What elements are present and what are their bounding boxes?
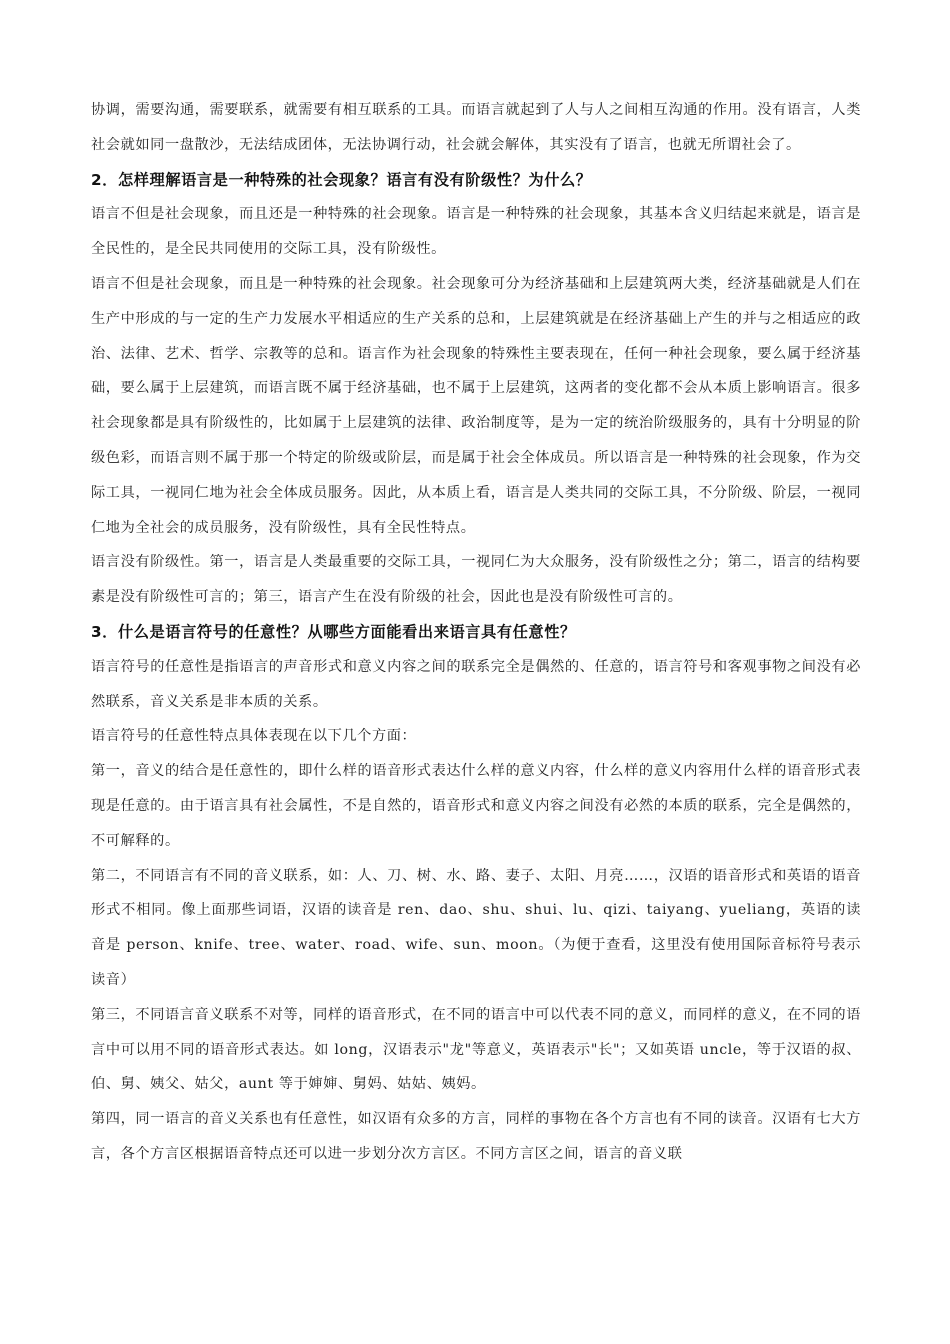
paragraph: 语言不但是社会现象，而且还是一种特殊的社会现象。语言是一种特殊的社会现象，其基本含义归结起来就是，语言是全民性的，是全民共同使用的交际工具，没有阶级性。 bbox=[91, 206, 861, 258]
paragraph: 协调，需要沟通，需要联系，就需要有相互联系的工具。而语言就起到了人与人之间相互沟通的作用。没有语言，人类社会就如同一盘散沙，无法结成团体，无法协调行动，社会就会解体，其实没有了语言，也就无所谓社会了。 bbox=[91, 102, 861, 153]
paragraph: 第一，音义的结合是任意性的，即什么样的语音形式表达什么样的意义内容，什么样的意义内容用什么样的语音形式表现是任意的。由于语言具有社会属性，不是自然的，语音形式和意义内容之间没有必然的本质的联系，完全是偶然的，不可解释的。 bbox=[91, 763, 861, 849]
question-heading: 2．怎样理解语言是一种特殊的社会现象？语言有没有阶级性？为什么？ bbox=[91, 170, 592, 189]
paragraph: 第四，同一语言的音义关系也有任意性，如汉语有众多的方言，同样的事物在各个方言也有不同的读音。汉语有七大方言，各个方言区根据语音特点还可以进一步划分次方言区。不同方言区之间，语言的音义联 bbox=[91, 1111, 861, 1162]
paragraph: 语言符号的任意性是指语言的声音形式和意义内容之间的联系完全是偶然的、任意的，语言符号和客观事物之间没有必然联系，音义关系是非本质的关系。 bbox=[91, 658, 861, 710]
paragraph: 语言没有阶级性。第一，语言是人类最重要的交际工具，一视同仁为大众服务，没有阶级性之分；第二，语言的结构要素是没有阶级性可言的；第三，语言产生在没有阶级的社会，因此也是没有阶级性可言的。 bbox=[91, 554, 861, 606]
paragraph: 第三，不同语言音义联系不对等，同样的语音形式，在不同的语言中可以代表不同的意义，而同样的意义，在不同的语言中可以用不同的语音形式表达。如 long，汉语表示"龙"等意义，英语表示"长"；又如英语 uncle，等于汉语的叔、伯、舅、姨父、姑父，aunt 等于婶婶、舅妈、姑姑、姨妈。 bbox=[91, 1006, 861, 1093]
paragraph: 语言不但是社会现象，而且是一种特殊的社会现象。社会现象可分为经济基础和上层建筑两大类，经济基础就是人们在生产中形成的与一定的生产力发展水平相适应的生产关系的总和，上层建筑就是在经济基础上产生的并与之相适应的政治、法律、艺术、哲学、宗教等的总和。语言作为社会现象的特殊性主要表现在，任何一种社会现象，要么属于经济基础，要么属于上层建筑，而语言既不属于经济基础，也不属于上层建筑，这两者的变化都不会从本质上影响语言。很多社会现象都是具有阶级性的，比如属于上层建筑的法律、政治制度等，是为一定的统治阶级服务的，具有十分明显的阶级色彩，而语言则不属于那一个特定的阶级或阶层，而是属于社会全体成员。所以语言是一种特殊的社会现象，作为交际工具，一视同仁地为社会全体成员服务。因此，从本质上看，语言是人类共同的交际工具，不分阶级、阶层，一视同仁地为全社会的成员服务，没有阶级性，具有全民性特点。 bbox=[91, 275, 861, 536]
document-page bbox=[91, 93, 861, 1172]
paragraph: 语言符号的任意性特点具体表现在以下几个方面： bbox=[91, 728, 417, 745]
question-heading: 3．什么是语言符号的任意性？从哪些方面能看出来语言具有任意性？ bbox=[91, 622, 576, 641]
paragraph: 第二，不同语言有不同的音义联系，如：人、刀、树、水、路、妻子、太阳、月亮……，汉语的语音形式和英语的语音形式不相同。像上面那些词语，汉语的读音是 ren、dao、shu、shui、lu、qizi、taiyang、yueliang，英语的读音是 person、knife、tree、water、road、wife、sun、moon。（为便于查看，这里没有使用国际音标符号表示读音） bbox=[91, 867, 861, 988]
